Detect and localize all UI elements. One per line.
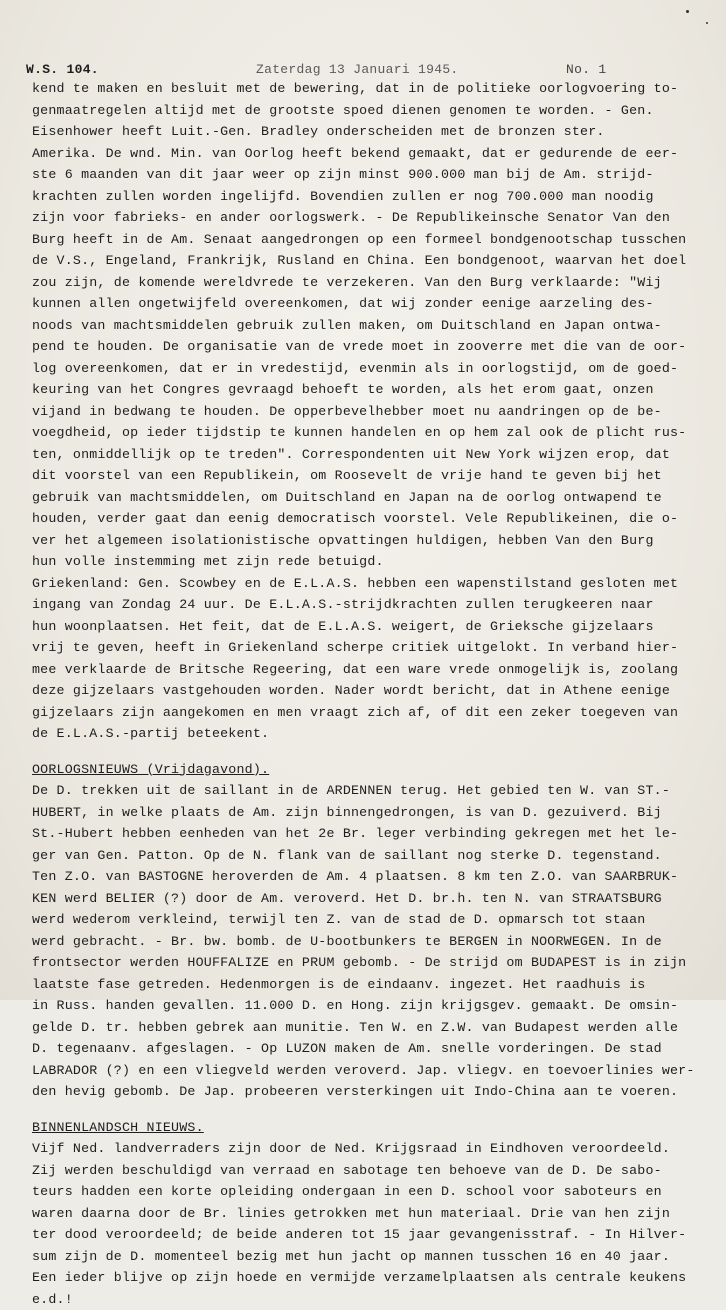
text-line: hun woonplaatsen. Het feit, dat de E.L.A.S. weigert, de Grieksche gijzelaars xyxy=(32,616,712,638)
text-line: teurs hadden een korte opleiding ondergaan in een D. school voor saboteurs en xyxy=(32,1181,712,1203)
section-gap xyxy=(32,1103,712,1117)
section-gap xyxy=(32,745,712,759)
text-line: ger van Gen. Patton. Op de N. flank van de saillant nog sterke D. tegenstand. xyxy=(32,845,712,867)
text-line: De D. trekken uit de saillant in de ARDENNEN terug. Het gebied ten W. van ST.- xyxy=(32,780,712,802)
text-line: kend te maken en besluit met de bewering, dat in de politieke oorlogvoering to- xyxy=(32,78,712,100)
text-line: sum zijn de D. momenteel bezig met hun jacht op mannen tusschen 16 en 40 jaar. xyxy=(32,1246,712,1268)
section-foreign-news xyxy=(32,78,712,745)
text-line: log overeenkomen, dat er in vredestijd, evenmin als in oorlogstijd, om de goed- xyxy=(32,358,712,380)
text-line: den hevig gebomb. De Jap. probeeren versterkingen uit Indo-China aan te voeren. xyxy=(32,1081,712,1103)
text-line: noods van machtsmiddelen gebruik zullen maken, om Duitschland en Japan ontwa- xyxy=(32,315,712,337)
text-line: e.d.! xyxy=(32,1289,712,1310)
bulletin-number: W.S. 104. xyxy=(26,62,99,77)
ink-speck-mark xyxy=(686,10,689,13)
text-line: Griekenland: Gen. Scowbey en de E.L.A.S. hebben een wapenstilstand gesloten met xyxy=(32,573,712,595)
text-line: keuring van het Congres gevraagd behoeft te worden, als het erom gaat, onzen xyxy=(32,379,712,401)
text-line: Vijf Ned. landverraders zijn door de Ned. Krijgsraad in Eindhoven veroordeeld. xyxy=(32,1138,712,1160)
text-line: vijand in bedwang te houden. De opperbevelhebber moet nu aandringen op de be- xyxy=(32,401,712,423)
text-line: de V.S., Engeland, Frankrijk, Rusland en China. Een bondgenoot, waarvan het doel xyxy=(32,250,712,272)
text-line: zijn voor fabrieks- en ander oorlogswerk. - De Republikeinsche Senator Van den xyxy=(32,207,712,229)
text-line: LABRADOR (?) en een vliegveld werden veroverd. Jap. vliegv. en toevoerlinies wer- xyxy=(32,1060,712,1082)
text-line: KEN werd BELIER (?) door de Am. veroverd. Het D. br.h. ten N. van STRAATSBURG xyxy=(32,888,712,910)
text-line: ste 6 maanden van dit jaar weer op zijn minst 900.000 man bij de Am. strijd- xyxy=(32,164,712,186)
ink-speck-mark xyxy=(706,22,708,24)
text-line: St.-Hubert hebben eenheden van het 2e Br. leger verbinding gekregen met het le- xyxy=(32,823,712,845)
text-line: ten, onmiddellijk op te treden". Correspondenten uit New York wijzen erop, dat xyxy=(32,444,712,466)
page-number: No. 1 xyxy=(566,62,607,77)
text-line: de E.L.A.S.-partij beteekent. xyxy=(32,723,712,745)
text-line: deze gijzelaars vastgehouden worden. Nader wordt bericht, dat in Athene eenige xyxy=(32,680,712,702)
text-line: kunnen allen ongetwijfeld overeenkomen, dat wij zonder eenige aarzeling des- xyxy=(32,293,712,315)
text-line: hun volle instemming met zijn rede betuigd. xyxy=(32,551,712,573)
text-line: Ten Z.O. van BASTOGNE heroverden de Am. 4 plaatsen. 8 km ten Z.O. van SAARBRUK- xyxy=(32,866,712,888)
text-line: ver het algemeen isolationistische opvattingen huldigen, hebben Van den Burg xyxy=(32,530,712,552)
text-line: dit voorstel van een Republikein, om Roosevelt de vrije hand te geven bij het xyxy=(32,465,712,487)
text-line: genmaatregelen altijd met de grootste spoed dienen genomen te worden. - Gen. xyxy=(32,100,712,122)
text-line: gebruik van machtsmiddelen, om Duitschland en Japan na de oorlog ontwapend te xyxy=(32,487,712,509)
text-line: laatste fase getreden. Hedenmorgen is de eindaanv. ingezet. Het raadhuis is xyxy=(32,974,712,996)
text-line: mee verklaarde de Britsche Regeering, dat een ware vrede onmogelijk is, zoolang xyxy=(32,659,712,681)
text-line: vrij te geven, heeft in Griekenland scherpe critiek uitgelokt. In verband hier- xyxy=(32,637,712,659)
text-line: gijzelaars zijn aangekomen en men vraagt zich af, of dit een zeker toegeven van xyxy=(32,702,712,724)
text-line: gelde D. tr. hebben gebrek aan munitie. Ten W. en Z.W. van Budapest werden alle xyxy=(32,1017,712,1039)
section-title: BINNENLANDSCH NIEUWS. xyxy=(32,1117,712,1139)
text-line: waren daarna door de Br. linies getrokken met hun materiaal. Drie van hen zijn xyxy=(32,1203,712,1225)
text-line: Een ieder blijve op zijn hoede en vermijde verzamelplaatsen als centrale keukens xyxy=(32,1267,712,1289)
section-title: OORLOGSNIEUWS (Vrijdagavond). xyxy=(32,759,712,781)
text-line: in Russ. handen gevallen. 11.000 D. en Hong. zijn krijgsgev. gemaakt. De omsin- xyxy=(32,995,712,1017)
text-line: ter dood veroordeeld; de beide anderen tot 15 jaar gevangenisstraf. - In Hilver- xyxy=(32,1224,712,1246)
text-line: Zij werden beschuldigd van verraad en sabotage ten behoeve van de D. De sabo- xyxy=(32,1160,712,1182)
text-line: werd gebracht. - Br. bw. bomb. de U-bootbunkers te BERGEN in NOORWEGEN. In de xyxy=(32,931,712,953)
text-line: houden, verder gaat dan eenig democratisch voorstel. Vele Republikeinen, die o- xyxy=(32,508,712,530)
text-line: ingang van Zondag 24 uur. De E.L.A.S.-strijdkrachten zullen terugkeeren naar xyxy=(32,594,712,616)
text-line: HUBERT, in welke plaats de Am. zijn binnengedrongen, is van D. gezuiverd. Bij xyxy=(32,802,712,824)
text-line: D. tegenaanv. afgeslagen. - Op LUZON maken de Am. snelle vorderingen. De stad xyxy=(32,1038,712,1060)
section-war-news xyxy=(32,759,712,1103)
text-line: voegdheid, op ieder tijdstip te kunnen handelen en op hem zal ook de plicht rus- xyxy=(32,422,712,444)
bulletin-date: Zaterdag 13 Januari 1945. xyxy=(256,62,459,77)
section-domestic-news xyxy=(32,1117,712,1310)
text-line: Eisenhower heeft Luit.-Gen. Bradley onderscheiden met de bronzen ster. xyxy=(32,121,712,143)
text-line: krachten zullen worden ingelijfd. Bovendien zullen er nog 700.000 man noodig xyxy=(32,186,712,208)
text-line: Burg heeft in de Am. Senaat aangedrongen op een formeel bondgenootschap tusschen xyxy=(32,229,712,251)
text-line: werd wederom verkleind, terwijl ten Z. van de stad de D. opmarsch tot staan xyxy=(32,909,712,931)
text-line: zou zijn, de komende wereldvrede te verzekeren. Van den Burg verklaarde: "Wij xyxy=(32,272,712,294)
document-body xyxy=(32,78,712,1310)
text-line: frontsector werden HOUFFALIZE en PRUM gebomb. - De strijd om BUDAPEST is in zijn xyxy=(32,952,712,974)
text-line: pend te houden. De organisatie van de vrede moet in zooverre met die van de oor- xyxy=(32,336,712,358)
text-line: Amerika. De wnd. Min. van Oorlog heeft bekend gemaakt, dat er gedurende de eer- xyxy=(32,143,712,165)
